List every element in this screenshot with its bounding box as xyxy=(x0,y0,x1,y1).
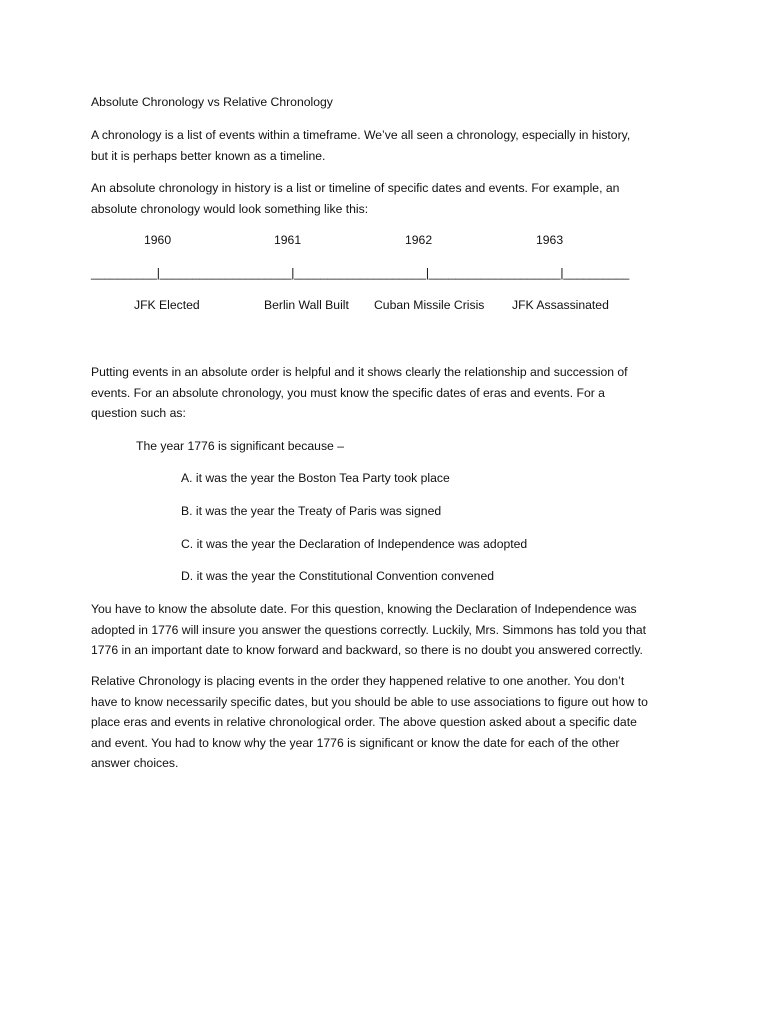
relative-chronology-paragraph xyxy=(91,671,691,774)
paragraph-line: events. For an absolute chronology, you must know the specific dates of eras and events. For a xyxy=(91,385,605,400)
paragraph-line: A chronology is a list of events within a timeframe. We’ve all seen a chronology, especially in history, xyxy=(91,128,631,142)
intro-paragraph xyxy=(91,125,691,166)
question-stem: The year 1776 is significant because – xyxy=(136,439,344,453)
paragraph-line: and event. You had to know why the year 1776 is significant or know the date for each of the other xyxy=(91,735,620,750)
paragraph-line: place eras and events in relative chronological order. The above question asked about a specific date xyxy=(91,715,637,729)
absolute-definition-paragraph xyxy=(91,178,691,219)
answer-option: B. it was the year the Treaty of Paris was signed xyxy=(181,504,442,518)
paragraph-line: question such as: xyxy=(91,406,186,420)
timeline-year: 1960 xyxy=(144,233,172,247)
absolute-answer-paragraph xyxy=(91,599,691,661)
timeline-year: 1961 xyxy=(274,233,302,247)
absolute-order-paragraph xyxy=(91,362,691,424)
timeline-event: JFK Assassinated xyxy=(512,298,609,312)
timeline-event: Berlin Wall Built xyxy=(264,298,349,312)
paragraph-line: have to know necessarily specific dates, but you should be able to use associations to figure out how to xyxy=(91,694,648,709)
answer-option: D. it was the year the Constitutional Convention convened xyxy=(181,569,494,583)
timeline-axis: __________|____________________|____________________|____________________|__________ xyxy=(91,266,630,280)
timeline-event: JFK Elected xyxy=(134,298,200,312)
answer-option: C. it was the year the Declaration of Independence was adopted xyxy=(181,537,528,551)
paragraph-line: You have to know the absolute date. For this question, knowing the Declaration of Independence was xyxy=(91,602,637,616)
paragraph-line: Relative Chronology is placing events in the order they happened relative to one another. You don’t xyxy=(91,674,625,688)
paragraph-line: answer choices. xyxy=(91,756,179,770)
timeline-event: Cuban Missile Crisis xyxy=(374,298,485,312)
timeline-year: 1963 xyxy=(536,233,564,247)
paragraph-line: Putting events in an absolute order is helpful and it shows clearly the relationship and succession of xyxy=(91,365,628,379)
timeline-year: 1962 xyxy=(405,233,433,247)
document-title: Absolute Chronology vs Relative Chronology xyxy=(91,95,333,109)
paragraph-line: An absolute chronology in history is a list or timeline of specific dates and events. For example, an xyxy=(91,181,620,195)
paragraph-line: adopted in 1776 will insure you answer the questions correctly. Luckily, Mrs. Simmons has told you that xyxy=(91,622,647,637)
answer-option: A. it was the year the Boston Tea Party took place xyxy=(181,471,450,485)
paragraph-line: 1776 in an important date to know forward and backward, so there is no doubt you answered correctly. xyxy=(91,643,643,657)
paragraph-line: absolute chronology would look something like this: xyxy=(91,201,369,216)
paragraph-line: but it is perhaps better known as a timeline. xyxy=(91,148,326,163)
